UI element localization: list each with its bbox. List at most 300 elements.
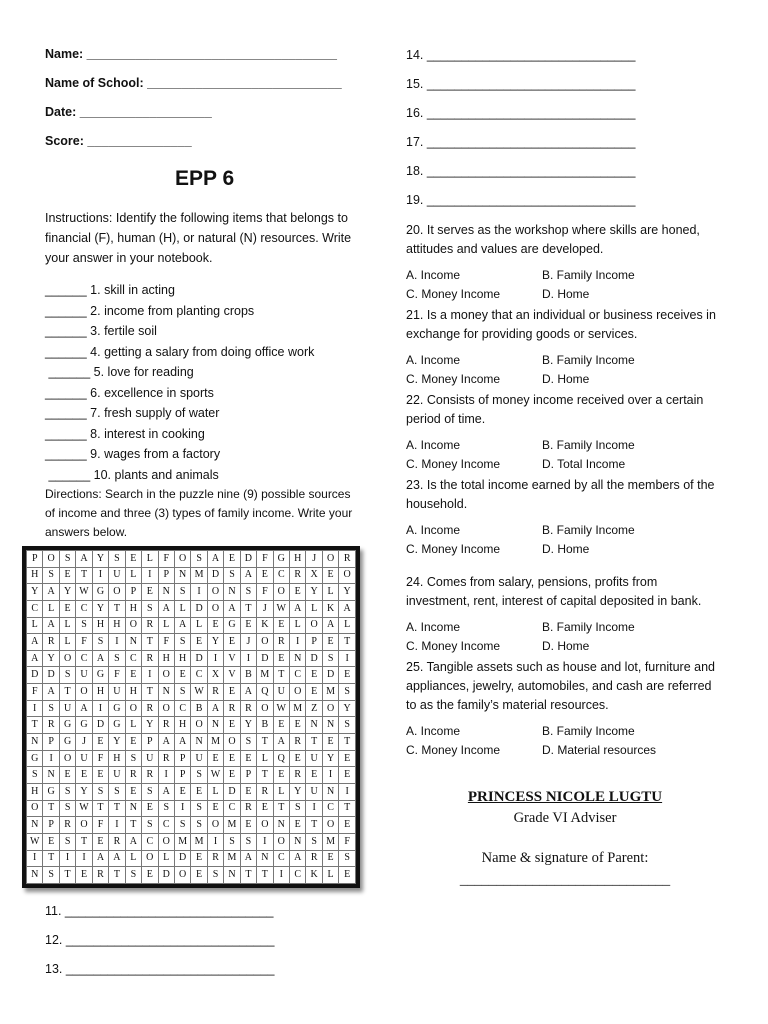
puzzle-cell: O bbox=[125, 617, 141, 634]
puzzle-cell: W bbox=[273, 700, 289, 717]
puzzle-cell: T bbox=[59, 684, 75, 701]
puzzle-cell: E bbox=[273, 617, 289, 634]
puzzle-cell: D bbox=[92, 717, 108, 734]
puzzle-cell: Q bbox=[257, 684, 273, 701]
puzzle-cell: O bbox=[158, 833, 174, 850]
puzzle-cell: E bbox=[290, 717, 306, 734]
puzzle-cell: P bbox=[142, 734, 158, 751]
puzzle-cell: U bbox=[109, 767, 125, 784]
puzzle-cell: T bbox=[240, 600, 256, 617]
puzzle-cell: J bbox=[257, 600, 273, 617]
puzzle-cell: S bbox=[240, 584, 256, 601]
puzzle-cell: A bbox=[207, 700, 223, 717]
puzzle-cell: T bbox=[142, 684, 158, 701]
puzzle-cell: T bbox=[43, 800, 59, 817]
answer-option: C. Money Income bbox=[406, 372, 501, 386]
puzzle-cell: E bbox=[339, 817, 356, 834]
puzzle-cell: M bbox=[174, 833, 190, 850]
puzzle-cell: E bbox=[43, 833, 59, 850]
puzzle-cell: T bbox=[257, 867, 273, 884]
answer-option: B. Family Income bbox=[542, 353, 635, 367]
puzzle-cell: R bbox=[273, 634, 289, 651]
answer-line[interactable]: 13. ______________________________ bbox=[45, 962, 275, 976]
puzzle-cell: R bbox=[43, 634, 59, 651]
puzzle-cell: R bbox=[142, 767, 158, 784]
puzzle-cell: Y bbox=[339, 584, 356, 601]
puzzle-cell: D bbox=[207, 567, 223, 584]
puzzle-cell: R bbox=[257, 783, 273, 800]
puzzle-cell: M bbox=[224, 817, 240, 834]
list-item: ______ 6. excellence in sports bbox=[45, 385, 214, 400]
puzzle-cell: D bbox=[257, 650, 273, 667]
puzzle-cell: E bbox=[290, 750, 306, 767]
puzzle-cell: N bbox=[224, 867, 240, 884]
puzzle-cell: E bbox=[224, 634, 240, 651]
puzzle-cell: O bbox=[76, 817, 92, 834]
score-field[interactable]: Score: _______________ bbox=[45, 134, 192, 148]
puzzle-cell: O bbox=[207, 817, 223, 834]
puzzle-cell: E bbox=[125, 667, 141, 684]
puzzle-cell: C bbox=[290, 867, 306, 884]
puzzle-cell: E bbox=[92, 734, 108, 751]
answer-option: B. Family Income bbox=[542, 438, 635, 452]
puzzle-cell: F bbox=[76, 634, 92, 651]
puzzle-cell: U bbox=[59, 700, 75, 717]
puzzle-cell: B bbox=[257, 717, 273, 734]
puzzle-cell: M bbox=[322, 833, 338, 850]
puzzle-cell: L bbox=[125, 567, 141, 584]
puzzle-cell: S bbox=[43, 867, 59, 884]
puzzle-cell: T bbox=[273, 800, 289, 817]
puzzle-cell: N bbox=[322, 783, 338, 800]
puzzle-cell: T bbox=[125, 817, 141, 834]
puzzle-row bbox=[27, 667, 356, 684]
puzzle-cell: S bbox=[191, 551, 207, 568]
puzzle-cell: O bbox=[59, 650, 75, 667]
puzzle-cell: U bbox=[109, 684, 125, 701]
puzzle-cell: C bbox=[191, 667, 207, 684]
answer-option: A. Income bbox=[406, 438, 461, 452]
puzzle-cell: H bbox=[125, 684, 141, 701]
question-text: 22. Consists of money income received over a certain period of time. bbox=[406, 393, 704, 426]
puzzle-cell: Y bbox=[27, 584, 43, 601]
puzzle-cell: R bbox=[207, 850, 223, 867]
puzzle-row bbox=[27, 700, 356, 717]
puzzle-cell: L bbox=[257, 750, 273, 767]
puzzle-cell: H bbox=[109, 750, 125, 767]
question-block bbox=[406, 391, 724, 476]
puzzle-cell: A bbox=[290, 600, 306, 617]
puzzle-cell: N bbox=[27, 817, 43, 834]
puzzle-cell: I bbox=[306, 800, 322, 817]
puzzle-cell: O bbox=[174, 867, 190, 884]
puzzle-cell: O bbox=[109, 584, 125, 601]
puzzle-cell: S bbox=[240, 734, 256, 751]
puzzle-row bbox=[27, 634, 356, 651]
list-item: ______ 5. love for reading bbox=[45, 365, 194, 379]
puzzle-cell: T bbox=[306, 734, 322, 751]
puzzle-cell: I bbox=[76, 850, 92, 867]
puzzle-cell: A bbox=[43, 684, 59, 701]
puzzle-cell: A bbox=[207, 551, 223, 568]
puzzle-cell: D bbox=[240, 551, 256, 568]
puzzle-cell: D bbox=[174, 850, 190, 867]
puzzle-cell: C bbox=[27, 600, 43, 617]
puzzle-cell: A bbox=[158, 734, 174, 751]
puzzle-cell: M bbox=[191, 833, 207, 850]
puzzle-cell: R bbox=[290, 767, 306, 784]
puzzle-cell: A bbox=[43, 617, 59, 634]
answer-line[interactable]: 12. ______________________________ bbox=[45, 933, 275, 947]
puzzle-cell: E bbox=[142, 867, 158, 884]
answer-line[interactable]: 11. ______________________________ bbox=[45, 904, 274, 918]
answer-line[interactable]: 17. ______________________________ bbox=[406, 135, 636, 149]
puzzle-cell: A bbox=[76, 551, 92, 568]
answer-option: C. Money Income bbox=[406, 457, 501, 471]
puzzle-cell: T bbox=[92, 800, 108, 817]
puzzle-cell: I bbox=[207, 650, 223, 667]
puzzle-cell: U bbox=[109, 567, 125, 584]
puzzle-cell: E bbox=[224, 750, 240, 767]
puzzle-cell: L bbox=[158, 850, 174, 867]
puzzle-cell: E bbox=[224, 767, 240, 784]
puzzle-cell: A bbox=[290, 850, 306, 867]
puzzle-cell: T bbox=[27, 717, 43, 734]
puzzle-cell: N bbox=[224, 584, 240, 601]
word-search-puzzle bbox=[22, 546, 360, 888]
puzzle-cell: L bbox=[322, 584, 338, 601]
puzzle-cell: S bbox=[174, 634, 190, 651]
puzzle-cell: H bbox=[92, 684, 108, 701]
puzzle-cell: Y bbox=[207, 634, 223, 651]
answer-line[interactable]: 15. ______________________________ bbox=[406, 77, 636, 91]
puzzle-cell: O bbox=[207, 600, 223, 617]
puzzle-cell: R bbox=[142, 700, 158, 717]
puzzle-cell: N bbox=[290, 650, 306, 667]
puzzle-cell: I bbox=[290, 634, 306, 651]
answer-option: C. Money Income bbox=[406, 639, 501, 653]
puzzle-cell: D bbox=[322, 667, 338, 684]
puzzle-cell: T bbox=[273, 667, 289, 684]
puzzle-row bbox=[27, 567, 356, 584]
puzzle-cell: G bbox=[59, 717, 75, 734]
puzzle-cell: M bbox=[191, 567, 207, 584]
puzzle-cell: I bbox=[339, 783, 356, 800]
puzzle-cell: O bbox=[257, 817, 273, 834]
puzzle-cell: S bbox=[59, 800, 75, 817]
puzzle-cell: I bbox=[273, 867, 289, 884]
puzzle-cell: U bbox=[142, 750, 158, 767]
answer-line[interactable]: 16. ______________________________ bbox=[406, 106, 636, 120]
puzzle-row bbox=[27, 551, 356, 568]
puzzle-cell: F bbox=[339, 833, 356, 850]
puzzle-cell: L bbox=[59, 617, 75, 634]
puzzle-cell: S bbox=[59, 833, 75, 850]
puzzle-cell: O bbox=[27, 800, 43, 817]
puzzle-cell: E bbox=[92, 767, 108, 784]
puzzle-cell: U bbox=[273, 684, 289, 701]
puzzle-cell: S bbox=[191, 800, 207, 817]
puzzle-cell: S bbox=[174, 584, 190, 601]
puzzle-cell: F bbox=[92, 817, 108, 834]
puzzle-cell: S bbox=[191, 817, 207, 834]
puzzle-cell: L bbox=[306, 600, 322, 617]
question-text: 20. It serves as the workshop where skills are honed, attitudes and values are developed. bbox=[406, 223, 700, 256]
question-block bbox=[406, 306, 724, 391]
answer-option: C. Money Income bbox=[406, 287, 501, 301]
puzzle-cell: S bbox=[125, 867, 141, 884]
puzzle-cell: Y bbox=[322, 750, 338, 767]
puzzle-cell: R bbox=[142, 650, 158, 667]
answer-line[interactable]: 18. ______________________________ bbox=[406, 164, 636, 178]
puzzle-cell: I bbox=[27, 700, 43, 717]
puzzle-cell: C bbox=[158, 817, 174, 834]
puzzle-cell: C bbox=[125, 650, 141, 667]
puzzle-cell: H bbox=[174, 650, 190, 667]
puzzle-cell: L bbox=[125, 850, 141, 867]
puzzle-cell: V bbox=[224, 650, 240, 667]
puzzle-cell: H bbox=[158, 650, 174, 667]
puzzle-cell: E bbox=[125, 783, 141, 800]
puzzle-cell: E bbox=[322, 567, 338, 584]
puzzle-cell: P bbox=[306, 634, 322, 651]
puzzle-cell: Y bbox=[290, 783, 306, 800]
puzzle-cell: G bbox=[92, 667, 108, 684]
puzzle-cell: E bbox=[322, 850, 338, 867]
answer-option: B. Family Income bbox=[542, 523, 635, 537]
puzzle-cell: A bbox=[92, 850, 108, 867]
puzzle-cell: I bbox=[92, 700, 108, 717]
puzzle-cell: W bbox=[191, 684, 207, 701]
puzzle-row bbox=[27, 717, 356, 734]
puzzle-cell: R bbox=[125, 767, 141, 784]
puzzle-cell: H bbox=[92, 617, 108, 634]
puzzle-cell: R bbox=[59, 817, 75, 834]
puzzle-cell: L bbox=[322, 867, 338, 884]
puzzle-cell: G bbox=[92, 584, 108, 601]
adviser-name: PRINCESS NICOLE LUGTU bbox=[467, 789, 663, 805]
puzzle-cell: H bbox=[290, 551, 306, 568]
puzzle-cell: L bbox=[273, 783, 289, 800]
puzzle-cell: E bbox=[290, 817, 306, 834]
puzzle-cell: N bbox=[273, 817, 289, 834]
puzzle-cell: U bbox=[76, 750, 92, 767]
puzzle-cell: E bbox=[191, 867, 207, 884]
puzzle-cell: S bbox=[339, 684, 356, 701]
question-block bbox=[406, 658, 724, 762]
puzzle-cell: O bbox=[158, 700, 174, 717]
list-item: ______ 4. getting a salary from doing office work bbox=[45, 344, 315, 359]
puzzle-cell: F bbox=[109, 667, 125, 684]
puzzle-cell: E bbox=[290, 584, 306, 601]
puzzle-cell: E bbox=[339, 867, 356, 884]
puzzle-cell: S bbox=[191, 767, 207, 784]
puzzle-cell: D bbox=[43, 667, 59, 684]
puzzle-cell: A bbox=[27, 650, 43, 667]
list-item: ______ 7. fresh supply of water bbox=[45, 406, 220, 420]
puzzle-cell: O bbox=[174, 551, 190, 568]
puzzle-cell: O bbox=[306, 617, 322, 634]
name-field[interactable]: Name: ____________________________________ bbox=[45, 47, 337, 61]
puzzle-cell: E bbox=[174, 667, 190, 684]
puzzle-cell: N bbox=[207, 717, 223, 734]
puzzle-cell: P bbox=[27, 551, 43, 568]
puzzle-cell: O bbox=[142, 850, 158, 867]
puzzle-cell: S bbox=[109, 783, 125, 800]
puzzle-cell: I bbox=[257, 833, 273, 850]
puzzle-cell: N bbox=[125, 634, 141, 651]
puzzle-cell: B bbox=[240, 667, 256, 684]
puzzle-cell: O bbox=[191, 717, 207, 734]
question-text: 21. Is a money that an individual or business receives in exchange for providing goods or services. bbox=[406, 308, 716, 341]
puzzle-row bbox=[27, 650, 356, 667]
puzzle-cell: D bbox=[224, 783, 240, 800]
parent-signature-line[interactable]: _____________________________ bbox=[459, 872, 671, 888]
puzzle-cell: M bbox=[207, 734, 223, 751]
puzzle-cell: E bbox=[59, 567, 75, 584]
puzzle-cell: S bbox=[290, 800, 306, 817]
puzzle-cell: C bbox=[174, 700, 190, 717]
puzzle-cell: O bbox=[322, 817, 338, 834]
puzzle-cell: T bbox=[109, 867, 125, 884]
puzzle-row bbox=[27, 617, 356, 634]
puzzle-cell: J bbox=[306, 551, 322, 568]
puzzle-cell: R bbox=[207, 684, 223, 701]
puzzle-cell: E bbox=[191, 783, 207, 800]
puzzle-cell: A bbox=[92, 650, 108, 667]
puzzle-cell: S bbox=[224, 567, 240, 584]
puzzle-cell: O bbox=[273, 833, 289, 850]
puzzle-cell: E bbox=[174, 783, 190, 800]
puzzle-cell: E bbox=[240, 750, 256, 767]
puzzle-row bbox=[27, 833, 356, 850]
answer-option: D. Home bbox=[542, 542, 590, 556]
puzzle-cell: I bbox=[207, 833, 223, 850]
puzzle-cell: F bbox=[158, 634, 174, 651]
puzzle-cell: C bbox=[76, 650, 92, 667]
puzzle-cell: A bbox=[174, 617, 190, 634]
puzzle-cell: Y bbox=[109, 734, 125, 751]
puzzle-cell: S bbox=[158, 800, 174, 817]
puzzle-cell: R bbox=[290, 567, 306, 584]
puzzle-cell: O bbox=[158, 667, 174, 684]
puzzle-cell: A bbox=[273, 734, 289, 751]
puzzle-cell: L bbox=[59, 634, 75, 651]
puzzle-cell: S bbox=[92, 634, 108, 651]
puzzle-cell: P bbox=[43, 734, 59, 751]
list-item: ______ 8. interest in cooking bbox=[45, 426, 205, 441]
puzzle-cell: O bbox=[290, 684, 306, 701]
puzzle-cell: E bbox=[240, 783, 256, 800]
list-item: ______ 2. income from planting crops bbox=[45, 303, 255, 318]
puzzle-cell: A bbox=[240, 684, 256, 701]
puzzle-cell: B bbox=[191, 700, 207, 717]
answer-option: D. Material resources bbox=[542, 743, 657, 757]
puzzle-cell: A bbox=[174, 734, 190, 751]
puzzle-cell: F bbox=[27, 684, 43, 701]
puzzle-cell: L bbox=[174, 600, 190, 617]
puzzle-cell: R bbox=[339, 551, 356, 568]
puzzle-cell: S bbox=[76, 617, 92, 634]
puzzle-cell: G bbox=[109, 717, 125, 734]
puzzle-cell: R bbox=[158, 717, 174, 734]
puzzle-cell: N bbox=[174, 567, 190, 584]
puzzle-cell: S bbox=[125, 750, 141, 767]
puzzle-cell: E bbox=[240, 617, 256, 634]
answer-option: B. Family Income bbox=[542, 724, 635, 738]
puzzle-cell: E bbox=[191, 850, 207, 867]
puzzle-cell: R bbox=[240, 700, 256, 717]
puzzle-cell: T bbox=[109, 800, 125, 817]
puzzle-cell: O bbox=[224, 734, 240, 751]
puzzle-cell: O bbox=[43, 551, 59, 568]
puzzle-cell: D bbox=[191, 650, 207, 667]
puzzle-row bbox=[27, 734, 356, 751]
puzzle-cell: C bbox=[290, 667, 306, 684]
puzzle-cell: S bbox=[142, 817, 158, 834]
answer-option: D. Home bbox=[542, 639, 590, 653]
puzzle-cell: I bbox=[92, 567, 108, 584]
puzzle-cell: E bbox=[339, 750, 356, 767]
date-field[interactable]: Date: ___________________ bbox=[45, 105, 212, 119]
puzzle-cell: T bbox=[59, 867, 75, 884]
puzzle-cell: P bbox=[125, 584, 141, 601]
answer-line[interactable]: 19. ______________________________ bbox=[406, 193, 636, 207]
puzzle-cell: S bbox=[27, 767, 43, 784]
puzzle-cell: I bbox=[191, 584, 207, 601]
puzzle-cell: M bbox=[257, 667, 273, 684]
puzzle-cell: I bbox=[158, 767, 174, 784]
page-title: EPP 6 bbox=[175, 167, 235, 190]
puzzle-cell: E bbox=[306, 767, 322, 784]
puzzle-cell: S bbox=[339, 850, 356, 867]
answer-option: A. Income bbox=[406, 523, 461, 537]
puzzle-cell: E bbox=[125, 551, 141, 568]
parent-signature-label: Name & signature of Parent: bbox=[481, 850, 649, 866]
puzzle-cell: U bbox=[76, 667, 92, 684]
puzzle-cell: P bbox=[174, 750, 190, 767]
puzzle-cell: O bbox=[257, 700, 273, 717]
puzzle-cell: T bbox=[257, 767, 273, 784]
puzzle-cell: P bbox=[174, 767, 190, 784]
puzzle-cell: T bbox=[76, 567, 92, 584]
puzzle-row bbox=[27, 767, 356, 784]
puzzle-cell: N bbox=[306, 717, 322, 734]
puzzle-cell: W bbox=[27, 833, 43, 850]
puzzle-cell: Y bbox=[59, 584, 75, 601]
puzzle-cell: W bbox=[273, 600, 289, 617]
puzzle-cell: Y bbox=[92, 551, 108, 568]
puzzle-row bbox=[27, 600, 356, 617]
puzzle-cell: K bbox=[306, 867, 322, 884]
puzzle-cell: K bbox=[257, 617, 273, 634]
school-field[interactable]: Name of School: ____________________________ bbox=[45, 76, 342, 90]
answer-option: D. Home bbox=[542, 287, 590, 301]
puzzle-cell: E bbox=[257, 567, 273, 584]
question-text: 25. Tangible assets such as house and lot, furniture and appliances, jewelry, automobiles, and cash are referred to as the family’s material resources. bbox=[406, 660, 716, 712]
puzzle-cell: C bbox=[224, 800, 240, 817]
puzzle-cell: S bbox=[142, 783, 158, 800]
puzzle-cell: U bbox=[306, 750, 322, 767]
puzzle-cell: E bbox=[224, 684, 240, 701]
puzzle-cell: C bbox=[273, 567, 289, 584]
puzzle-cell: O bbox=[273, 584, 289, 601]
answer-line[interactable]: 14. ______________________________ bbox=[406, 48, 636, 62]
puzzle-cell: E bbox=[273, 650, 289, 667]
puzzle-cell: E bbox=[59, 600, 75, 617]
puzzle-cell: S bbox=[306, 833, 322, 850]
puzzle-cell: Y bbox=[92, 600, 108, 617]
